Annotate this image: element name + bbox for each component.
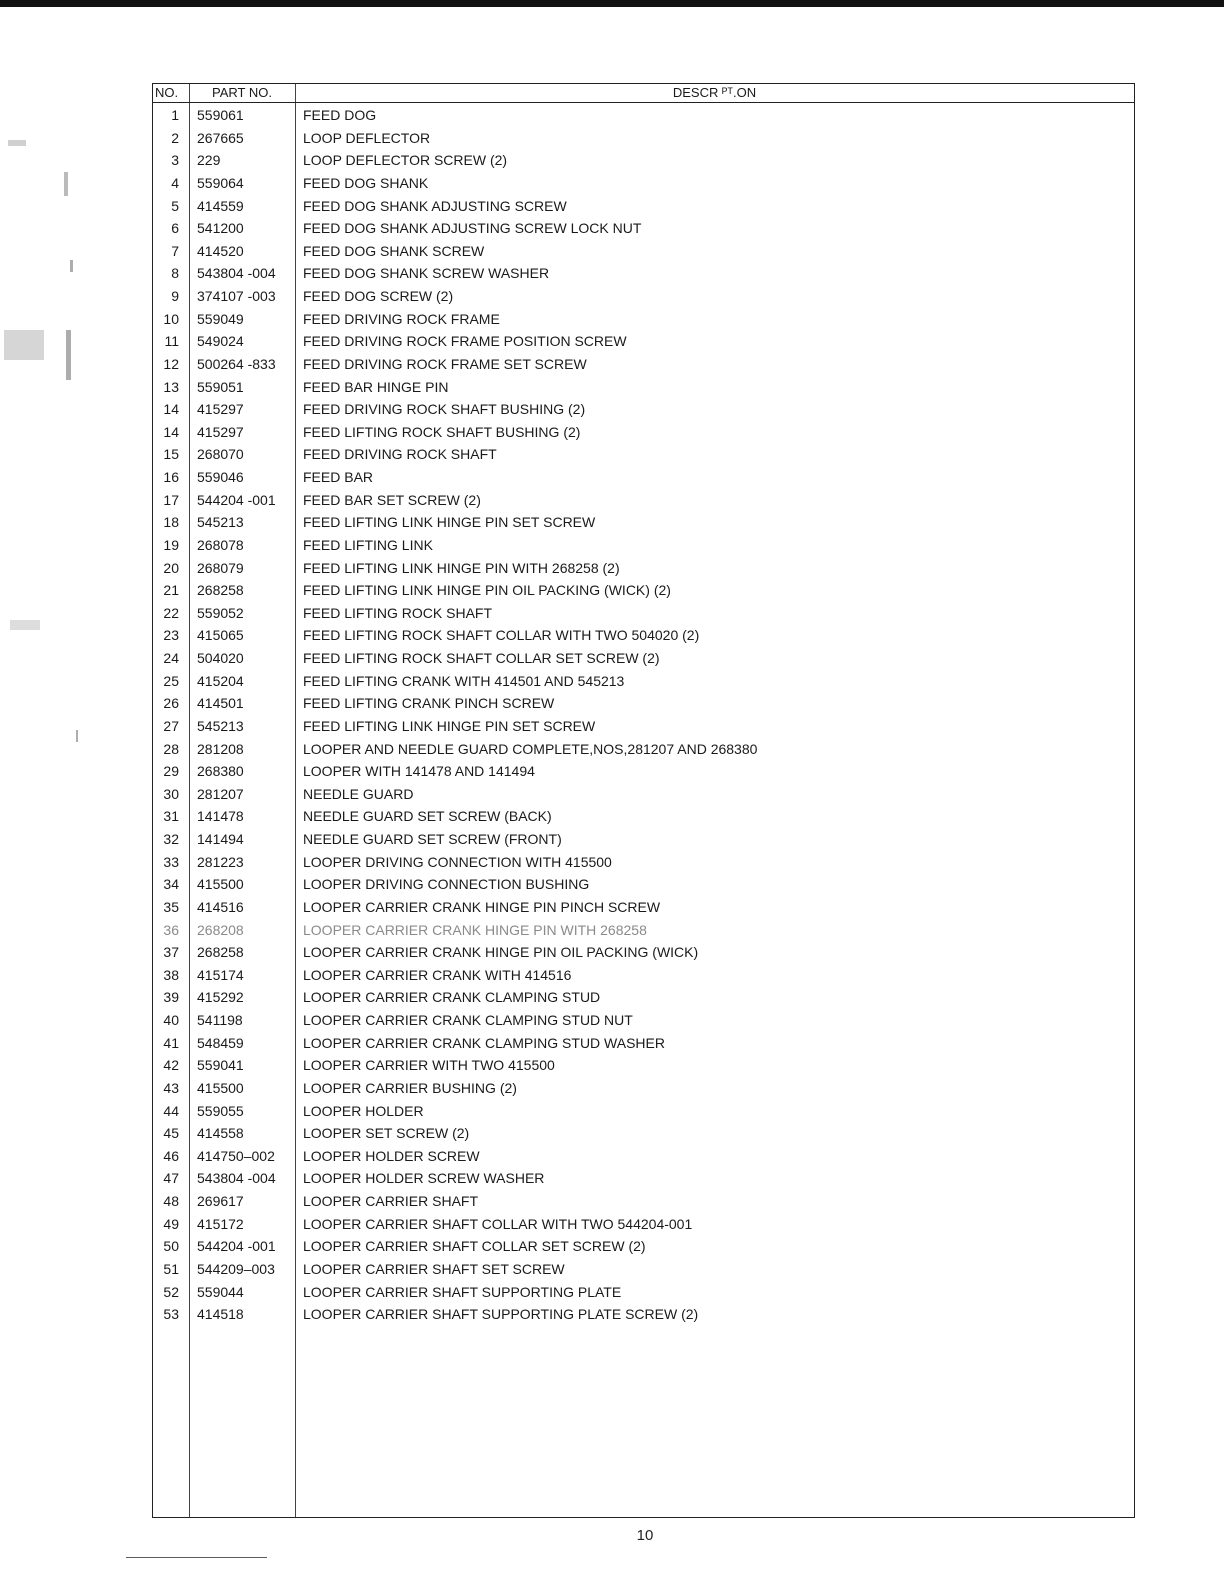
part-number: 504020	[197, 650, 244, 666]
part-description: LOOP DEFLECTOR	[303, 129, 431, 146]
part-description: FEED LIFTING LINK HINGE PIN OIL PACKING (WICK) (2)	[303, 582, 671, 599]
header-part-no: PART NO.	[212, 85, 272, 100]
row-number: 42	[163, 1057, 179, 1074]
row-number: 5	[171, 197, 179, 214]
row-number: 8	[171, 265, 179, 282]
row-number: 20	[163, 559, 179, 576]
part-description: LOOPER CARRIER CRANK CLAMPING STUD NUT	[303, 1012, 633, 1028]
part-description: LOOPER DRIVING CONNECTION WITH 415500	[303, 853, 612, 870]
row-number: 21	[163, 582, 179, 599]
part-number: 415297	[197, 401, 244, 418]
part-number: 268079	[197, 559, 244, 576]
part-description: FEED BAR HINGE PIN	[303, 378, 449, 395]
row-number: 10	[163, 310, 179, 327]
part-number: 415204	[197, 672, 244, 689]
part-description: NEEDLE GUARD SET SCREW (BACK)	[303, 808, 552, 825]
row-number: 12	[163, 355, 179, 372]
part-number: 559051	[197, 378, 244, 395]
part-number: 559052	[197, 604, 244, 621]
table-row	[153, 149, 1134, 172]
table-row	[153, 805, 1134, 828]
part-description: FEED LIFTING CRANK PINCH SCREW	[303, 695, 555, 712]
part-description: FEED DRIVING ROCK FRAME POSITION SCREW	[303, 333, 627, 350]
row-number: 4	[171, 174, 179, 191]
part-number: 541198	[197, 1012, 243, 1028]
part-number: 544204 -001	[197, 491, 276, 508]
row-number: 48	[163, 1193, 179, 1209]
row-number: 17	[163, 491, 179, 508]
row-number: 30	[163, 785, 179, 802]
part-description: LOOPER CARRIER CRANK HINGE PIN WITH 268258	[303, 921, 647, 938]
table-row	[153, 534, 1134, 557]
part-number: 415297	[197, 423, 244, 440]
part-description: FEED DRIVING ROCK FRAME SET SCREW	[303, 355, 587, 372]
part-number: 415065	[197, 627, 244, 644]
part-number: 415500	[197, 1079, 244, 1096]
header-description: DESCR ᴾᵀ.ON	[672, 85, 757, 100]
row-number: 44	[163, 1102, 179, 1119]
row-number: 50	[163, 1238, 179, 1255]
part-number: 414558	[197, 1125, 244, 1142]
row-number: 40	[163, 1012, 179, 1028]
table-row	[153, 670, 1134, 693]
part-number: 281208	[197, 740, 244, 757]
row-number: 13	[163, 378, 179, 395]
table-row	[153, 1235, 1134, 1258]
table-row	[153, 489, 1134, 512]
part-description: FEED LIFTING ROCK SHAFT COLLAR WITH TWO 504020 (2)	[303, 627, 700, 644]
table-row	[153, 240, 1134, 263]
part-number: 415292	[197, 989, 244, 1006]
part-description: LOOPER CARRIER CRANK HINGE PIN OIL PACKING (WICK)	[303, 944, 699, 961]
part-description: LOOPER DRIVING CONNECTION BUSHING	[303, 876, 590, 893]
part-description: NEEDLE GUARD SET SCREW (FRONT)	[303, 831, 562, 847]
row-number: 15	[163, 446, 179, 463]
table-row	[153, 217, 1134, 240]
row-number: 46	[163, 1147, 179, 1164]
part-number: 268380	[197, 763, 244, 780]
table-row	[153, 127, 1134, 150]
table-row	[153, 1145, 1134, 1168]
row-number: 31	[163, 808, 179, 825]
table-row	[153, 828, 1134, 851]
row-number: 37	[163, 944, 179, 961]
row-number: 18	[163, 514, 179, 531]
table-row	[153, 1258, 1134, 1281]
table-row	[153, 398, 1134, 421]
row-number: 29	[163, 763, 179, 780]
part-number: 141478	[197, 808, 244, 825]
table-row	[153, 308, 1134, 331]
part-description: NEEDLE GUARD	[303, 785, 414, 802]
part-number: 544209–003	[197, 1260, 275, 1277]
table-row	[153, 1122, 1134, 1145]
part-description: LOOPER CARRIER SHAFT SUPPORTING PLATE SCREW (2)	[303, 1306, 699, 1323]
part-description: FEED BAR	[303, 469, 374, 485]
row-number: 26	[163, 695, 179, 712]
row-number: 33	[163, 853, 179, 870]
part-description: FEED DRIVING ROCK FRAME	[303, 310, 500, 327]
part-description: FEED LIFTING CRANK WITH 414501 AND 545213	[303, 672, 625, 689]
row-number: 28	[163, 740, 179, 757]
part-description: FEED DRIVING ROCK SHAFT BUSHING (2)	[303, 401, 586, 418]
part-number: 414518	[197, 1306, 244, 1323]
table-row	[153, 715, 1134, 738]
part-number: 415174	[197, 966, 244, 983]
part-number: 545213	[197, 514, 244, 531]
table-row	[153, 376, 1134, 399]
part-description: FEED DOG SCREW (2)	[303, 288, 454, 304]
row-number: 45	[163, 1125, 179, 1142]
part-description: LOOPER CARRIER SHAFT COLLAR WITH TWO 544204-001	[303, 1215, 693, 1232]
part-number: 268070	[197, 446, 244, 463]
row-number: 16	[163, 469, 179, 485]
row-number: 34	[163, 876, 179, 893]
table-row	[153, 1009, 1134, 1032]
part-description: FEED DOG SHANK ADJUSTING SCREW	[303, 197, 567, 214]
row-number: 14	[163, 401, 179, 418]
part-number: 229	[197, 152, 221, 169]
part-number: 268258	[197, 582, 244, 599]
part-number: 545213	[197, 717, 244, 734]
row-number: 38	[163, 966, 179, 983]
table-row	[153, 353, 1134, 376]
table-row	[153, 692, 1134, 715]
part-description: LOOPER HOLDER	[303, 1102, 424, 1119]
part-number: 559046	[197, 469, 244, 485]
table-row	[153, 738, 1134, 761]
part-description: FEED LIFTING ROCK SHAFT BUSHING (2)	[303, 423, 581, 440]
table-row	[153, 579, 1134, 602]
part-description: FEED LIFTING LINK	[303, 536, 433, 553]
part-description: FEED DOG SHANK SCREW WASHER	[303, 265, 550, 282]
part-description: LOOPER CARRIER CRANK CLAMPING STUD	[303, 989, 601, 1006]
part-description: LOOP DEFLECTOR SCREW (2)	[303, 152, 508, 169]
row-number: 53	[163, 1306, 179, 1323]
row-number: 27	[163, 717, 179, 734]
part-number: 281223	[197, 853, 244, 870]
table-row	[153, 466, 1134, 489]
table-row	[153, 421, 1134, 444]
part-description: LOOPER AND NEEDLE GUARD COMPLETE,NOS,281207 AND 268380	[303, 740, 758, 757]
part-description: LOOPER CARRIER CRANK CLAMPING STUD WASHER	[303, 1034, 665, 1051]
table-row	[153, 285, 1134, 308]
part-description: LOOPER CARRIER SHAFT COLLAR SET SCREW (2)	[303, 1238, 646, 1255]
table-row	[153, 1303, 1134, 1326]
part-description: LOOPER HOLDER SCREW	[303, 1147, 480, 1164]
part-description: FEED LIFTING LINK HINGE PIN WITH 268258 (2)	[303, 559, 620, 576]
row-number: 41	[163, 1034, 179, 1051]
part-number: 414750–002	[197, 1147, 275, 1164]
table-row	[153, 760, 1134, 783]
table-row	[153, 172, 1134, 195]
scan-margin-noise	[0, 0, 90, 800]
table-row	[153, 647, 1134, 670]
part-description: FEED DOG SHANK SCREW	[303, 242, 485, 259]
part-number: 414516	[197, 898, 244, 915]
part-description: LOOPER SET SCREW (2)	[303, 1125, 470, 1142]
table-row	[153, 1281, 1134, 1304]
table-row	[153, 1190, 1134, 1213]
table-row	[153, 443, 1134, 466]
table-row	[153, 1100, 1134, 1123]
part-description: LOOPER CARRIER CRANK WITH 414516	[303, 966, 572, 983]
part-number: 268078	[197, 536, 244, 553]
table-row	[153, 851, 1134, 874]
row-number: 22	[163, 604, 179, 621]
table-row	[153, 873, 1134, 896]
row-number: 19	[163, 536, 179, 553]
part-number: 141494	[197, 831, 244, 847]
row-number: 36	[163, 921, 179, 938]
part-number: 559064	[197, 174, 244, 191]
part-number: 559061	[197, 107, 244, 123]
part-number: 559041	[197, 1057, 244, 1074]
part-description: FEED LIFTING ROCK SHAFT COLLAR SET SCREW (2)	[303, 650, 660, 666]
part-number: 415172	[197, 1215, 244, 1232]
row-number: 25	[163, 672, 179, 689]
part-description: LOOPER HOLDER SCREW WASHER	[303, 1170, 545, 1187]
part-number: 543804 -004	[197, 1170, 276, 1187]
table-row	[153, 964, 1134, 987]
page-number: 10	[636, 1527, 654, 1544]
part-description: FEED LIFTING LINK HINGE PIN SET SCREW	[303, 717, 596, 734]
top-scan-edge	[0, 0, 1224, 7]
part-number: 269617	[197, 1193, 244, 1209]
part-description: LOOPER CARRIER SHAFT	[303, 1193, 479, 1209]
row-number: 14	[163, 423, 179, 440]
row-number: 24	[163, 650, 179, 666]
part-number: 267665	[197, 129, 244, 146]
table-row	[153, 783, 1134, 806]
part-number: 268208	[197, 921, 244, 938]
table-row	[153, 104, 1134, 127]
row-number: 39	[163, 989, 179, 1006]
row-number: 9	[171, 288, 179, 304]
part-description: FEED LIFTING ROCK SHAFT	[303, 604, 493, 621]
table-row	[153, 557, 1134, 580]
row-number: 52	[163, 1283, 179, 1300]
header-no: NO.	[155, 85, 179, 100]
part-description: FEED DOG SHANK ADJUSTING SCREW LOCK NUT	[303, 220, 642, 237]
table-row	[153, 262, 1134, 285]
part-description: LOOPER WITH 141478 AND 141494	[303, 763, 535, 780]
row-number: 35	[163, 898, 179, 915]
part-number: 281207	[197, 785, 244, 802]
part-number: 549024	[197, 333, 244, 350]
table-row	[153, 1167, 1134, 1190]
table-row	[153, 602, 1134, 625]
row-number: 11	[164, 333, 179, 350]
part-description: LOOPER CARRIER BUSHING (2)	[303, 1079, 517, 1096]
part-description: LOOPER CARRIER CRANK HINGE PIN PINCH SCREW	[303, 898, 661, 915]
table-row	[153, 986, 1134, 1009]
table-row	[153, 330, 1134, 353]
table-row	[153, 919, 1134, 942]
table-row	[153, 896, 1134, 919]
row-number: 1	[171, 107, 179, 123]
table-row	[153, 1032, 1134, 1055]
part-number: 544204 -001	[197, 1238, 276, 1255]
part-description: FEED DOG SHANK	[303, 174, 429, 191]
row-number: 47	[163, 1170, 179, 1187]
part-number: 548459	[197, 1034, 244, 1051]
part-number: 414520	[197, 242, 244, 259]
part-number: 541200	[197, 220, 244, 237]
row-number: 43	[163, 1079, 179, 1096]
part-number: 543804 -004	[197, 265, 276, 282]
part-description: FEED DRIVING ROCK SHAFT	[303, 446, 497, 463]
table-row	[153, 1077, 1134, 1100]
table-row	[153, 511, 1134, 534]
row-number: 51	[163, 1260, 179, 1277]
part-number: 414501	[197, 695, 244, 712]
part-description: LOOPER CARRIER WITH TWO 415500	[303, 1057, 555, 1074]
row-number: 3	[171, 152, 179, 169]
part-number: 268258	[197, 944, 244, 961]
part-number: 414559	[197, 197, 244, 214]
row-number: 23	[163, 627, 179, 644]
row-number: 6	[171, 220, 179, 237]
part-number: 559044	[197, 1283, 244, 1300]
part-number: 559055	[197, 1102, 244, 1119]
row-number: 32	[163, 831, 179, 847]
part-number: 500264 -833	[197, 355, 276, 372]
table-body	[153, 104, 1134, 1326]
table-row	[153, 941, 1134, 964]
row-number: 7	[171, 242, 179, 259]
part-description: LOOPER CARRIER SHAFT SUPPORTING PLATE	[303, 1283, 622, 1300]
footer-rule	[126, 1557, 267, 1558]
table-row	[153, 1213, 1134, 1236]
part-number: 374107 -003	[197, 288, 276, 304]
table-row	[153, 624, 1134, 647]
row-number: 2	[171, 129, 179, 146]
part-number: 415500	[197, 876, 244, 893]
part-description: FEED LIFTING LINK HINGE PIN SET SCREW	[303, 514, 596, 531]
row-number: 49	[163, 1215, 179, 1232]
table-row	[153, 195, 1134, 218]
table-row	[153, 1054, 1134, 1077]
table-header	[153, 84, 1134, 103]
part-description: FEED BAR SET SCREW (2)	[303, 491, 481, 508]
part-description: LOOPER CARRIER SHAFT SET SCREW	[303, 1260, 565, 1277]
part-description: FEED DOG	[303, 107, 377, 123]
parts-list-table	[152, 83, 1135, 1518]
part-number: 559049	[197, 310, 244, 327]
